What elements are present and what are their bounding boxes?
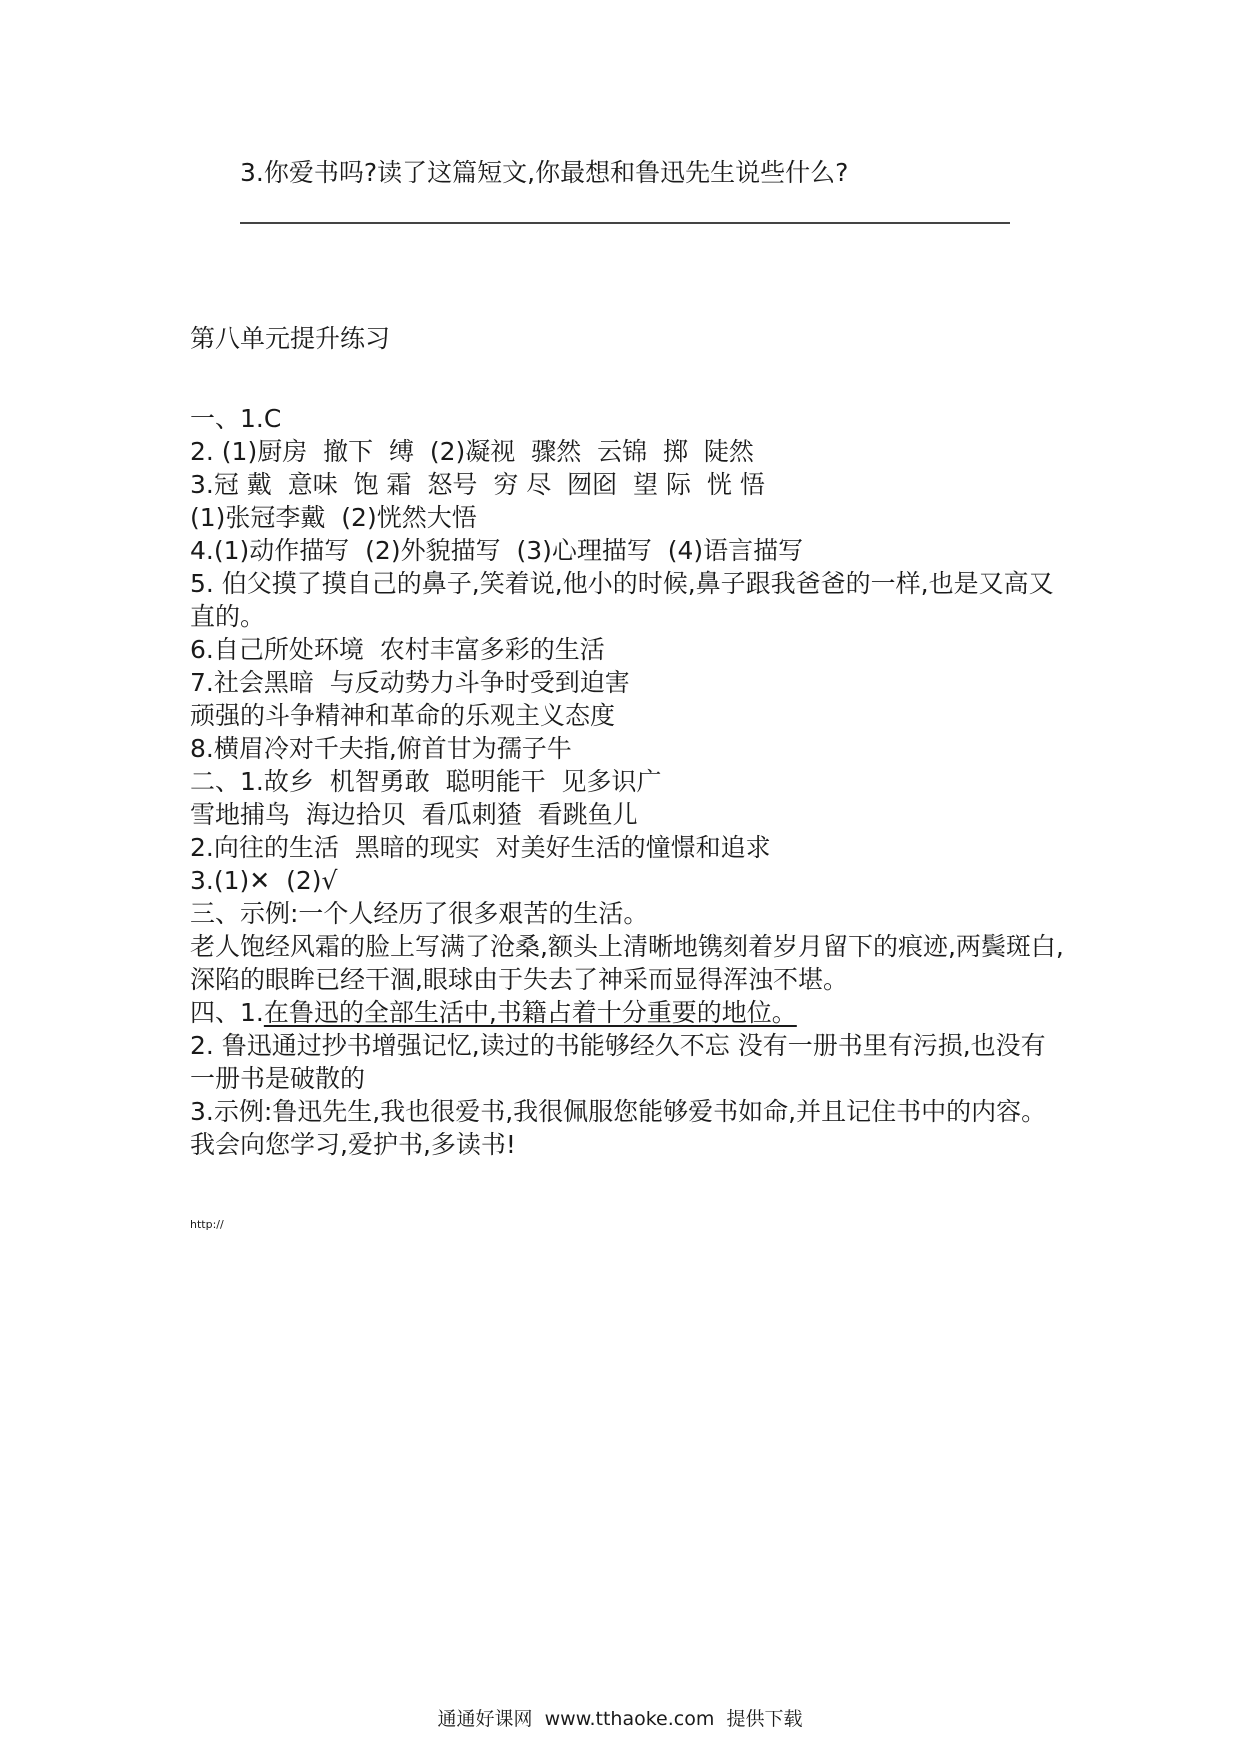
answer-line [240,222,1010,224]
answer-line-18: 2. 鲁迅通过抄书增强记忆,读过的书能够经久不忘 没有一册书里有污损,也没有一册书是破散的 [190,1031,1046,1093]
url-text: http:// [190,1218,224,1231]
question-3: 3.你爱书吗?读了这篇短文,你最想和鲁迅先生说些什么? [240,158,849,187]
answer-line-11: 二、1.故乡 机智勇敢 聪明能干 见多识广 [190,767,662,796]
answer-line-17 [190,996,1070,1029]
answer-line-2: 2. (1)厨房 撤下 缚 (2)凝视 骤然 云锦 掷 陡然 [190,437,754,466]
answer-line-16: 老人饱经风霜的脸上写满了沧桑,额头上清晰地镌刻着岁月留下的痕迹,两鬓斑白,深陷的眼眸已经干涸,眼球由于失去了神采而显得浑浊不堪。 [190,932,1064,994]
answer-line-1: 一、1.C [190,404,282,433]
answer-line-17-prefix: 四、1. [190,998,264,1027]
answer-line-12: 雪地捕鸟 海边拾贝 看瓜刺猹 看跳鱼儿 [190,800,638,829]
answer-line-13: 2.向往的生活 黑暗的现实 对美好生活的憧憬和追求 [190,833,771,862]
answer-key [190,322,1070,1161]
underlined-answer: 在鲁迅的全部生活中,书籍占着十分重要的地位。 [263,998,797,1027]
answer-line-6: 5. 伯父摸了摸自己的鼻子,笑着说,他小的时候,鼻子跟我爸爸的一样,也是又高又直的。 [190,569,1054,631]
section-title: 第八单元提升练习 [190,324,391,353]
answer-line-7: 6.自己所处环境 农村丰富多彩的生活 [190,635,605,664]
answer-line-10: 8.横眉冷对千夫指,俯首甘为孺子牛 [190,734,572,763]
answer-line-15: 三、示例:一个人经历了很多艰苦的生活。 [190,899,649,928]
answer-line-14: 3.(1)✕ (2)√ [190,866,338,895]
footer-credit: 通通好课网 www.tthaoke.com 提供下载 [437,1708,803,1730]
answer-line-8: 7.社会黑暗 与反动势力斗争时受到迫害 [190,668,630,697]
answer-line-19: 3.示例:鲁迅先生,我也很爱书,我很佩服您能够爱书如命,并且记住书中的内容。我会向您学习,爱护书,多读书! [190,1097,1047,1159]
answer-line-5: 4.(1)动作描写 (2)外貌描写 (3)心理描写 (4)语言描写 [190,536,804,565]
answer-line-3: 3.冠 戴 意味 饱 霜 怒号 穷 尽 囫囵 望 际 恍 悟 [190,470,765,499]
answer-line-4: (1)张冠李戴 (2)恍然大悟 [190,503,477,532]
answer-line-9: 顽强的斗争精神和革命的乐观主义态度 [190,701,616,730]
